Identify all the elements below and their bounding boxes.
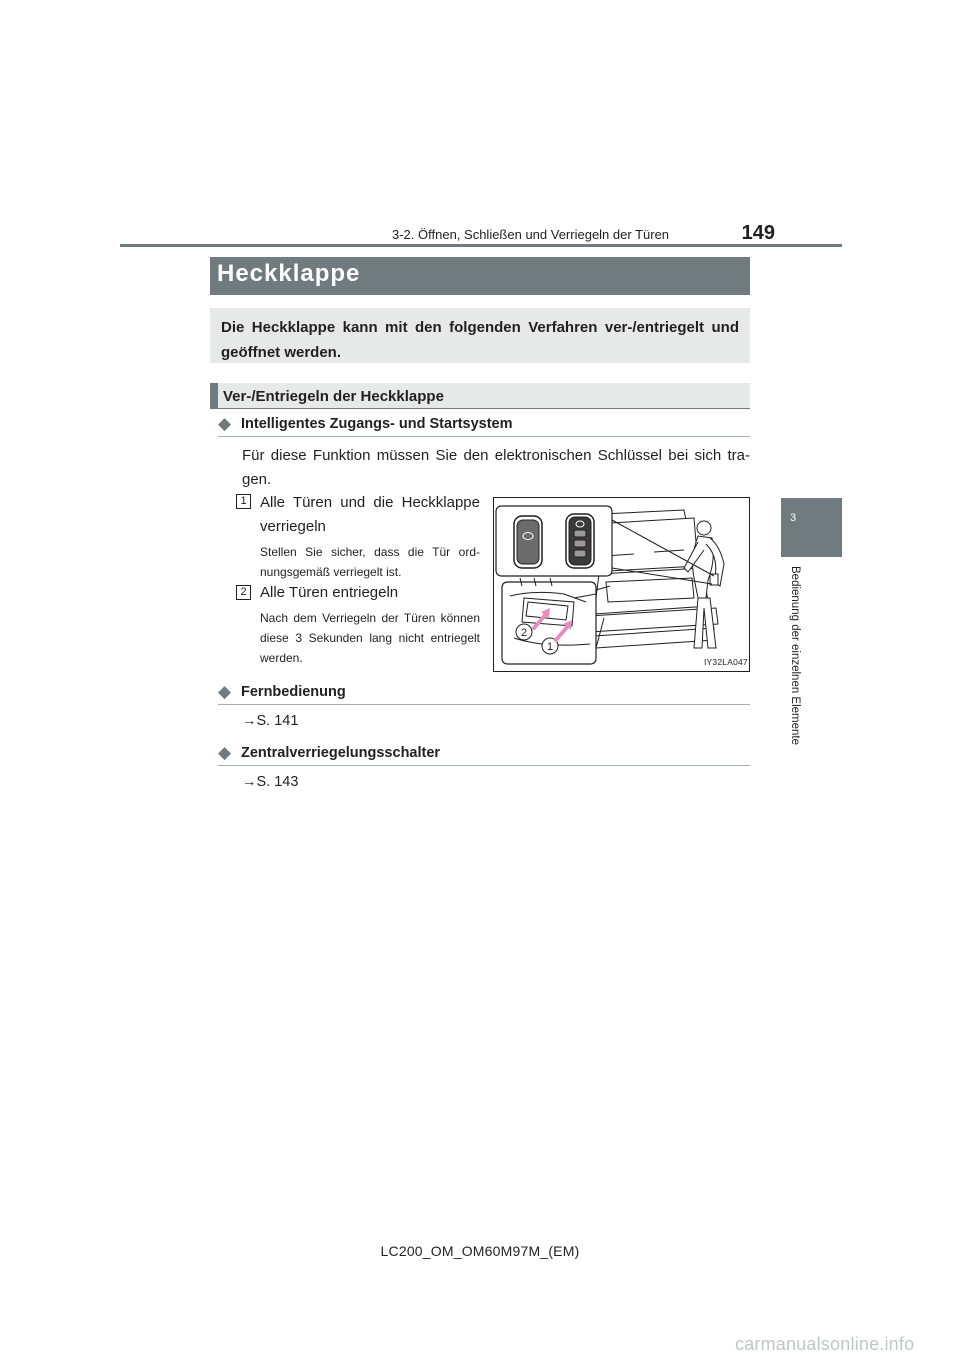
- page-title: Heckklappe: [210, 257, 750, 295]
- intro-text: Die Heckklappe kann mit den folgenden Verfahren ver-/entriegelt und geöffnet werden.: [221, 319, 739, 361]
- smart-system-text: Für diese Funktion müssen Sie den elektronischen Schlüssel bei sich tra-gen.: [242, 447, 750, 488]
- diamond-icon: ◆: [218, 414, 232, 433]
- header-rule: [120, 244, 842, 247]
- side-label: [789, 566, 803, 776]
- item-desc-2: Nach dem Verriegeln der Türen können diese 3 Sekunden lang nicht entriegelt werden.: [260, 611, 480, 665]
- item-number-1: 1: [236, 494, 251, 509]
- topic-smart-system: [218, 413, 750, 437]
- subsection-title: Ver-/Entriegeln der Heckklappe: [223, 388, 444, 405]
- topic-title: Zentralverriegelungsschalter: [241, 745, 441, 761]
- item-title-1: Alle Türen und die Heckklappe verriegeln: [260, 494, 480, 535]
- side-label-text: Bedienung der einzelnen Elemente: [789, 566, 801, 746]
- topic-remote: [218, 681, 750, 705]
- tailgate-illustration-drawing: [494, 498, 750, 672]
- callout-1: 1: [546, 641, 554, 653]
- item-desc-1: Stellen Sie sicher, dass die Tür ord-nungsgemäß verriegelt ist.: [260, 545, 480, 579]
- illustration-tailgate-lock: [493, 497, 750, 672]
- page-ref-remote[interactable]: →S. 141: [242, 713, 299, 729]
- chapter-tab: [781, 498, 842, 557]
- chapter-number: 3: [790, 512, 797, 524]
- subsection-bar: [210, 383, 218, 408]
- watermark: carmanualsonline.info: [735, 1334, 915, 1354]
- topic-title: Intelligentes Zugangs- und Startsystem: [241, 416, 513, 432]
- header-section-title: 3-2. Öffnen, Schließen und Verriegeln der Türen: [392, 227, 670, 242]
- intro-box: [210, 308, 750, 363]
- callout-2: 2: [520, 627, 528, 639]
- subsection-heading: [210, 383, 750, 409]
- diamond-icon: ◆: [218, 743, 232, 762]
- diamond-icon: ◆: [218, 682, 232, 701]
- topic-title: Fernbedienung: [241, 684, 346, 700]
- page-ref-central-lock[interactable]: →S. 143: [242, 774, 299, 790]
- item-title-2: Alle Türen entriegeln: [260, 584, 399, 601]
- item-number-2: 2: [236, 585, 251, 600]
- page-number: 149: [741, 222, 775, 244]
- topic-central-lock-switch: [218, 742, 750, 766]
- illustration-code: IY32LA047: [704, 657, 748, 667]
- footer-doc-id: LC200_OM_OM60M97M_(EM): [380, 1243, 580, 1259]
